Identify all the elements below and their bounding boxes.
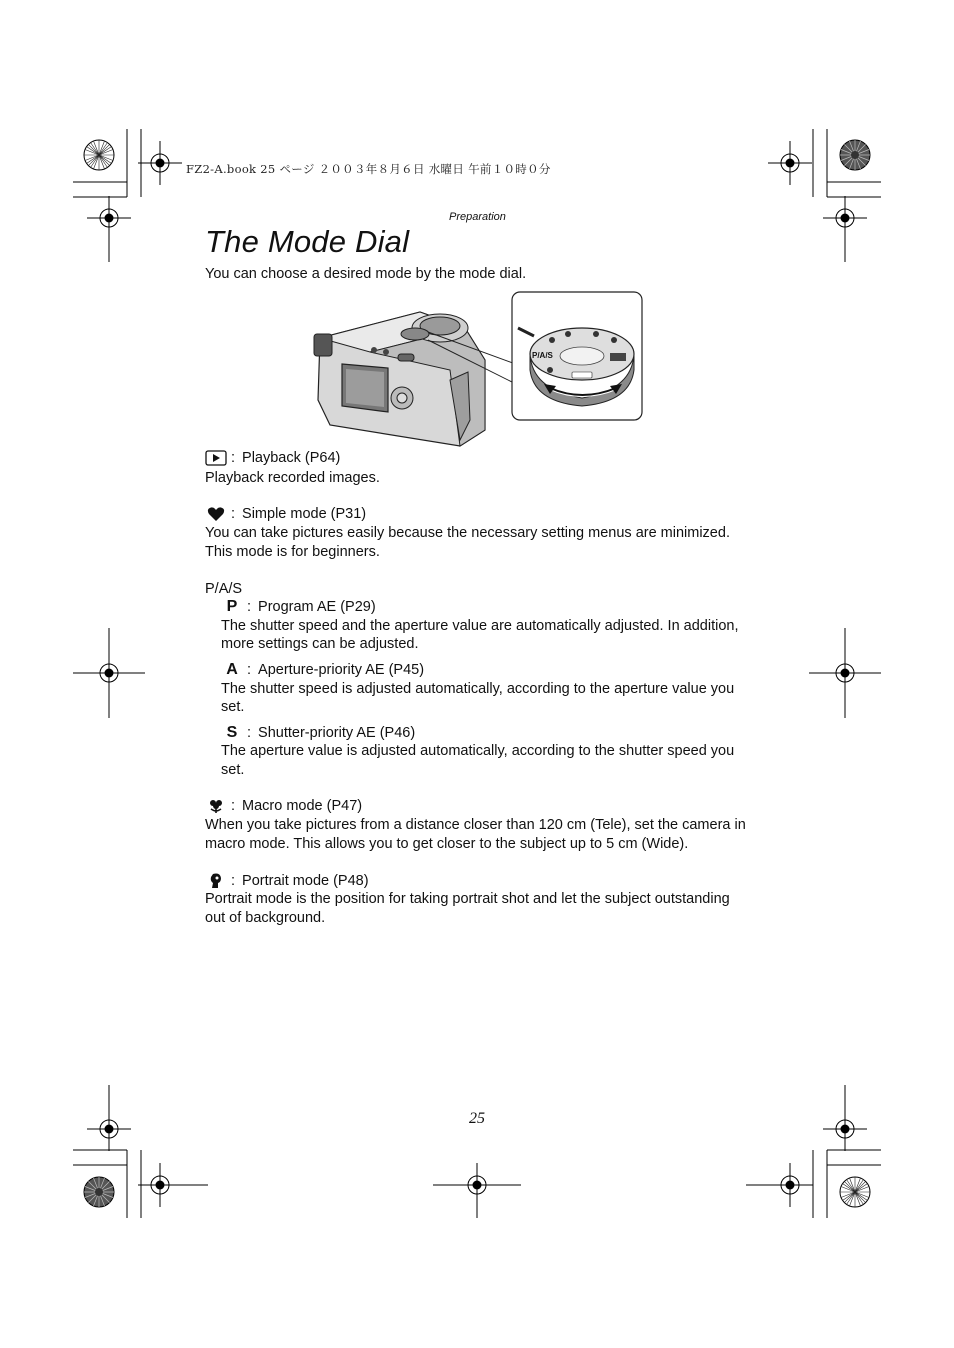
macro-heading: : Macro mode (P47): [205, 798, 362, 814]
intro-text: You can choose a desired mode by the mode dial.: [205, 266, 527, 282]
camera-mode-dial-illustration: [300, 290, 650, 450]
program-desc-1: The shutter speed and the aperture value are automatically adjusted. In addition,: [221, 618, 739, 634]
program-desc-2: more settings can be adjusted.: [221, 636, 419, 652]
aperture-desc-2: set.: [221, 699, 245, 715]
shutter-heading: S : Shutter-priority AE (P46): [221, 724, 415, 742]
pas-heading: P/A/S: [205, 581, 243, 597]
camera-drawing: [314, 312, 485, 446]
shutter-letter: S: [226, 724, 238, 741]
aperture-heading: A : Aperture-priority AE (P45): [221, 661, 424, 679]
playback-heading: : Playback (P64): [205, 450, 340, 466]
macro-desc-1: When you take pictures from a distance closer than 120 cm (Tele), set the camera in: [205, 817, 746, 833]
aperture-desc-1: The shutter speed is adjusted automatically, according to the aperture value you: [221, 681, 735, 697]
shutter-desc-1: The aperture value is adjusted automatically, according to the shutter speed you: [221, 743, 735, 759]
shutter-desc-2: set.: [221, 762, 245, 778]
simple-desc-2: This mode is for beginners.: [205, 544, 380, 560]
program-heading: P : Program AE (P29): [221, 598, 376, 616]
playback-label: Playback (P64): [242, 450, 341, 466]
simple-desc-1: You can take pictures easily because the necessary setting menus are minimized.: [205, 525, 730, 541]
heart-icon: [205, 506, 227, 522]
program-label: Program AE (P29): [258, 599, 376, 615]
portrait-icon: [205, 872, 227, 890]
page-number: 25: [469, 1110, 485, 1127]
program-letter: P: [226, 598, 238, 615]
portrait-heading: : Portrait mode (P48): [205, 872, 369, 890]
print-info-header: FZ2-A.book 25 ページ ２００３年８月６日 水曜日 午前１０時０分: [186, 162, 551, 176]
section-label: Preparation: [449, 211, 506, 223]
portrait-desc-1: Portrait mode is the position for taking portrait shot and let the subject outstanding: [205, 891, 730, 907]
shutter-label: Shutter-priority AE (P46): [258, 725, 416, 741]
aperture-label: Aperture-priority AE (P45): [258, 662, 425, 678]
simple-heading: : Simple mode (P31): [205, 506, 366, 522]
simple-label: Simple mode (P31): [242, 506, 367, 522]
dial-pas-label: P/A/S: [532, 351, 553, 360]
macro-desc-2: macro mode. This allows you to get closer to the subject up to 5 cm (Wide).: [205, 836, 689, 852]
page-title: The Mode Dial: [205, 224, 410, 259]
playback-icon: [205, 450, 227, 466]
macro-flower-icon: [205, 798, 227, 814]
portrait-label: Portrait mode (P48): [242, 873, 369, 889]
playback-desc: Playback recorded images.: [205, 470, 380, 486]
aperture-letter: A: [226, 661, 238, 678]
portrait-desc-2: out of background.: [205, 910, 326, 926]
macro-label: Macro mode (P47): [242, 798, 363, 814]
